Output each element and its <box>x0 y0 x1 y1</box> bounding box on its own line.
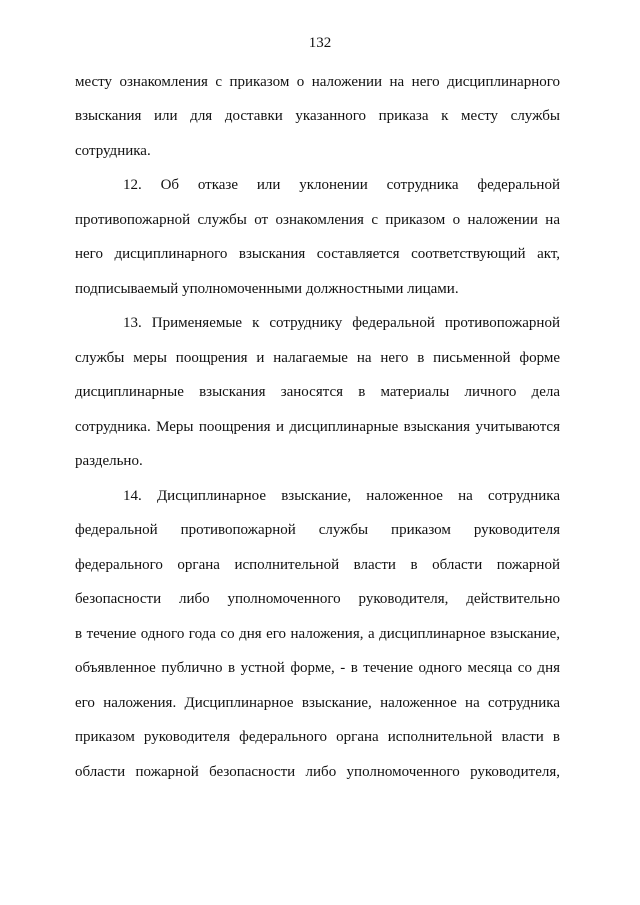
text-line: приказом руководителя федерального органа исполнительной власти в <box>75 729 560 745</box>
text-line: раздельно. <box>75 453 143 469</box>
text-line: сотрудника. Меры поощрения и дисциплинарные взыскания учитываются <box>75 419 560 435</box>
paragraph-12-start: 12. Об отказе или уклонении сотрудника федеральной <box>123 177 560 193</box>
text-line: в течение одного года со дня его наложения, а дисциплинарное взыскание, <box>75 626 560 642</box>
text-line: службы меры поощрения и налагаемые на него в письменной форме <box>75 350 560 366</box>
text-line: федерального органа исполнительной власти в области пожарной <box>75 557 560 573</box>
text-line: федеральной противопожарной службы приказом руководителя <box>75 522 560 538</box>
text-line: него дисциплинарного взыскания составляется соответствующий акт, <box>75 246 560 262</box>
text-line: объявленное публично в устной форме, - в течение одного месяца со дня <box>75 660 560 676</box>
text-line: противопожарной службы от ознакомления с приказом о наложении на <box>75 212 560 228</box>
paragraph-14-start: 14. Дисциплинарное взыскание, наложенное на сотрудника <box>123 488 560 504</box>
text-line: области пожарной безопасности либо уполномоченного руководителя, <box>75 764 560 780</box>
text-line: взыскания или для доставки указанного приказа к месту службы <box>75 108 560 124</box>
paragraph-13-start: 13. Применяемые к сотруднику федеральной противопожарной <box>123 315 560 331</box>
text-line: сотрудника. <box>75 143 151 159</box>
text-line: дисциплинарные взыскания заносятся в материалы личного дела <box>75 384 560 400</box>
text-line: месту ознакомления с приказом о наложении на него дисциплинарного <box>75 74 560 90</box>
text-line: его наложения. Дисциплинарное взыскание, наложенное на сотрудника <box>75 695 560 711</box>
page-number: 132 <box>308 35 332 51</box>
text-line: безопасности либо уполномоченного руководителя, действительно <box>75 591 560 607</box>
text-line: подписываемый уполномоченными должностными лицами. <box>75 281 459 297</box>
